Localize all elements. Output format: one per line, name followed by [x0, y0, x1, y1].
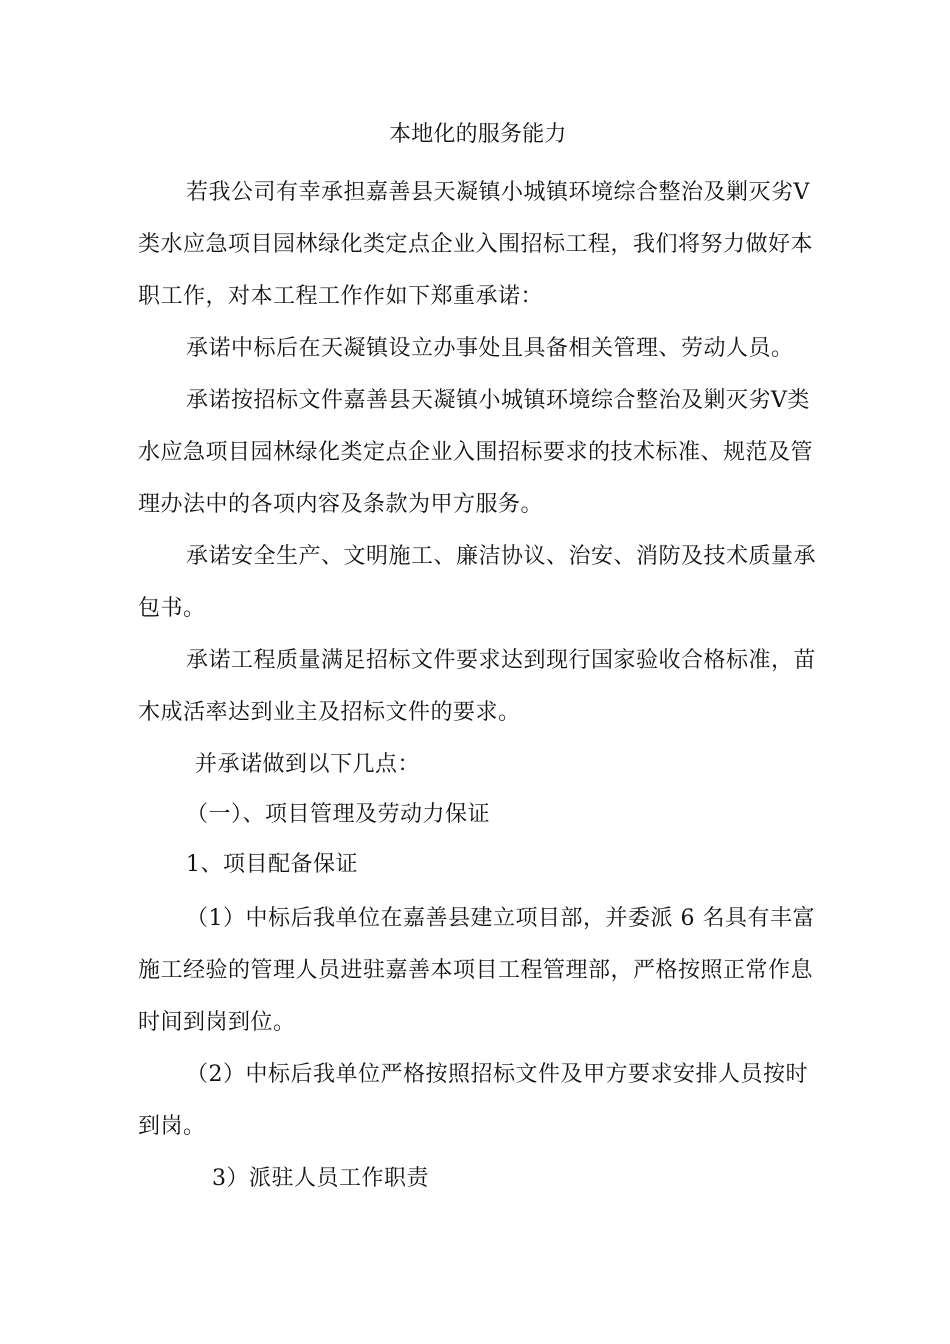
paragraph-line: 包书。 [138, 596, 206, 621]
paragraph-line: 到岗。 [138, 1114, 206, 1139]
section-heading: （一）、项目管理及劳动力保证 [186, 802, 491, 827]
paragraph-line: 承诺按招标文件嘉善县天凝镇小城镇环境综合整治及剿灭劣Ⅴ类 [186, 388, 810, 413]
document-title: 本地化的服务能力 [389, 122, 567, 147]
subsection-heading: 3）派驻人员工作职责 [212, 1166, 429, 1191]
subsection-heading: 1、项目配备保证 [186, 852, 358, 877]
paragraph-line: 水应急项目园林绿化类定点企业入围招标要求的技术标准、规范及管 [138, 440, 814, 465]
paragraph-line: 理办法中的各项内容及条款为甲方服务。 [138, 492, 544, 517]
paragraph-line: （1）中标后我单位在嘉善县建立项目部，并委派 6 名具有丰富 [186, 906, 815, 931]
paragraph-line: 职工作，对本工程工作作如下郑重承诺： [138, 284, 544, 309]
paragraph-line: 承诺安全生产、文明施工、廉洁协议、治安、消防及技术质量承 [186, 544, 817, 569]
paragraph-line: （2）中标后我单位严格按照招标文件及甲方要求安排人员按时 [186, 1062, 808, 1087]
paragraph-line: 承诺中标后在天凝镇设立办事处且具备相关管理、劳动人员。 [186, 336, 794, 361]
paragraph-line: 并承诺做到以下几点： [195, 752, 421, 777]
paragraph-line: 木成活率达到业主及招标文件的要求。 [138, 700, 521, 725]
paragraph-line: 承诺工程质量满足招标文件要求达到现行国家验收合格标准，苗 [186, 648, 817, 673]
paragraph-line: 若我公司有幸承担嘉善县天凝镇小城镇环境综合整治及剿灭劣Ⅴ [186, 180, 810, 205]
paragraph-line: 类水应急项目园林绿化类定点企业入围招标工程，我们将努力做好本 [138, 232, 814, 257]
paragraph-line: 施工经验的管理人员进驻嘉善本项目工程管理部，严格按照正常作息 [138, 958, 814, 983]
paragraph-line: 时间到岗到位。 [138, 1010, 296, 1035]
